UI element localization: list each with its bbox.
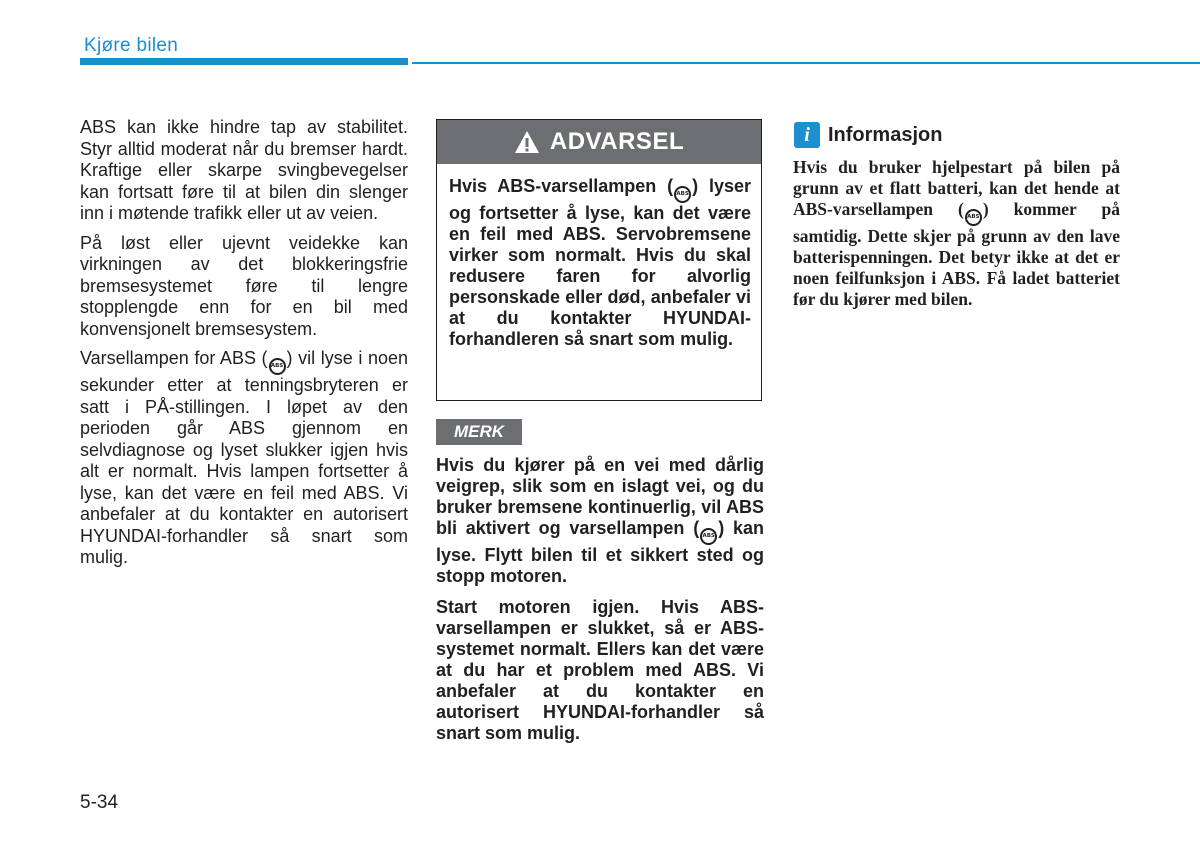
paragraph-loose-surface: På løst eller ujevnt veidekke kan virkningen av det blokkeringsfrie bremsesystemet føre til lengre stopplengde enn for en bil med konvensjonelt bremsesystem. [80, 232, 408, 339]
paragraph-warning-lamp-start: Varsellampen for ABS ( [80, 348, 268, 368]
info-title: Informasjon [828, 124, 943, 146]
note-paragraph-slippery-end: ) kan lyse. Flytt bilen til et sikkert sted og stopp motoren. [436, 518, 764, 586]
note-paragraph-restart: Start motoren igjen. Hvis ABS-varsellampen er slukket, så er ABS-systemet normalt. Ellers kan det være at du har et problem med ABS. Vi anbefaler at du kontakter en autorisert HYUNDAI-forhandler så snart som mulig. [436, 597, 764, 743]
warning-triangle-icon [514, 130, 540, 154]
abs-warning-icon: ABS [269, 358, 286, 375]
section-title: Kjøre bilen [84, 35, 179, 56]
info-body [793, 157, 1120, 310]
note-paragraph-slippery-start: Hvis du kjører på en vei med dårlig veigrep, slik som en islagt vei, og du bruker bremsene kontinuerlig, vil ABS bli aktivert og varsellampen ( [436, 455, 764, 538]
warning-box [436, 119, 762, 401]
warning-body [437, 164, 761, 350]
paragraph-stability: ABS kan ikke hindre tap av stabilitet. Styr alltid moderat når du bremser hardt. Kraftige eller skarpe svingbevegelser kan fortsatt føre til at bilen din slenger inn i møtende trafikk eller ut av veien. [80, 117, 408, 223]
info-body-end: ) kommer på samtidig. Dette skjer på grunn av den lave batterispenningen. Det betyr ikke at det er noen feilfunksjon i ABS. Få ladet batteriet før du kjører med bilen. [793, 199, 1120, 309]
header-rule-thin [412, 62, 1200, 64]
warning-title: ADVARSEL [549, 128, 685, 155]
abs-warning-icon: ABS [965, 209, 982, 226]
warning-body-end: ) lyser og fortsetter å lyse, kan det være en feil med ABS. Servobremsene virker som normalt. Hvis du skal redusere faren for alvorlig personskade eller død, anbefaler vi at du kontakter HYUNDAI-forhandleren så snart som mulig. [449, 176, 751, 349]
warning-body-start: Hvis ABS-varsellampen ( [449, 176, 674, 196]
note-paragraph-slippery [436, 455, 764, 587]
abs-warning-icon: ABS [700, 528, 717, 545]
paragraph-warning-lamp [80, 348, 408, 569]
header-rule-thick [80, 58, 408, 65]
column-left [80, 117, 408, 577]
info-icon: i [794, 122, 820, 148]
note-body [436, 455, 764, 754]
abs-warning-icon: ABS [674, 186, 691, 203]
page-number: 5-34 [80, 792, 119, 813]
note-badge: MERK [436, 419, 522, 445]
info-body-start: Hvis du bruker hjelpestart på bilen på grunn av et flatt batteri, kan det hende at ABS-varsellampen ( [793, 157, 1120, 219]
warning-header [437, 120, 761, 164]
paragraph-warning-lamp-end: ) vil lyse i noen sekunder etter at tenningsbryteren er satt i PÅ-stillingen. I løpet av den perioden går ABS gjennom en selvdiagnose og lyset slukker igjen hvis alt er normalt. Hvis lampen fortsetter å lyse, kan det være en feil med ABS. Vi anbefaler at du kontakter en autorisert HYUNDAI-forhandler så snart som mulig. [80, 348, 408, 567]
